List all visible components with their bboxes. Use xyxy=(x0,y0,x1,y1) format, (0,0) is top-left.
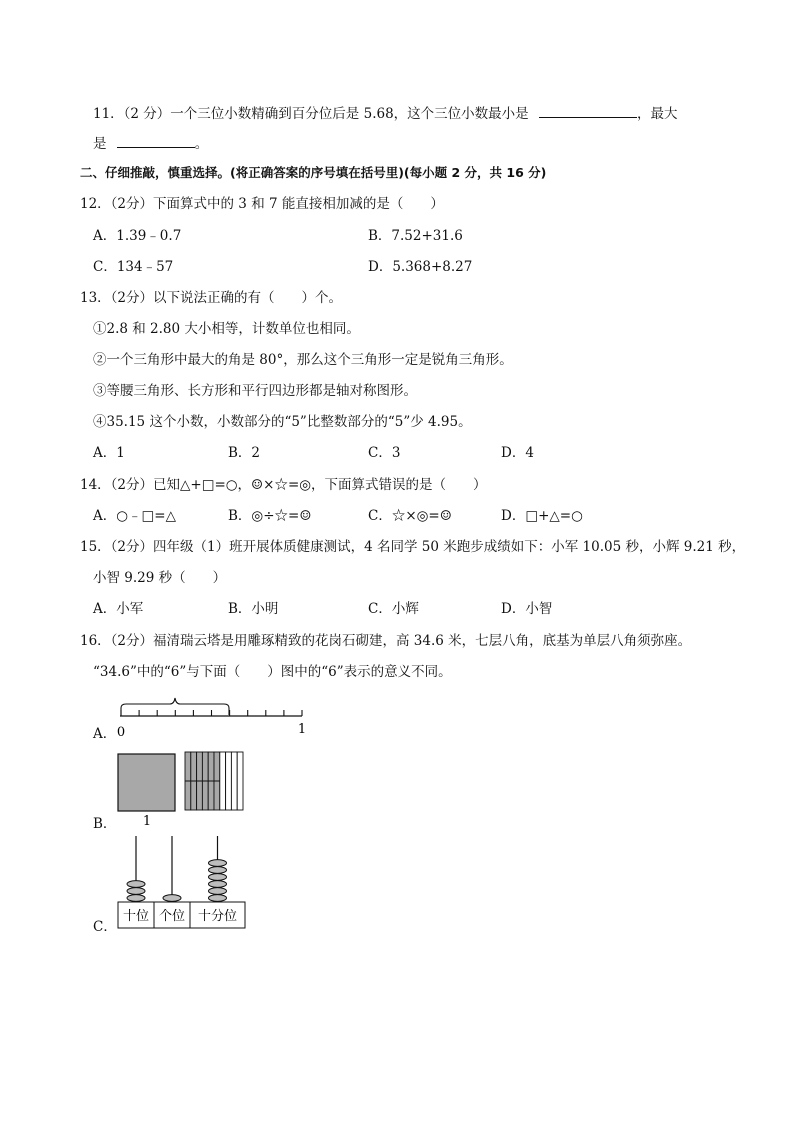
q15-option-b[interactable]: B．小明 xyxy=(228,601,279,617)
abacus-bead xyxy=(209,867,227,874)
abacus-place-label: 个位 xyxy=(158,909,186,924)
q15-option-a[interactable]: A．小军 xyxy=(93,601,144,617)
q11-separator: ，最大 xyxy=(636,106,678,122)
tenths-strips xyxy=(185,752,243,810)
abacus-bead xyxy=(163,895,181,902)
q14-option-c[interactable]: C．☆×◎=☺ xyxy=(368,508,452,524)
q12-option-c[interactable]: C．134﹣57 xyxy=(93,259,174,275)
unit-square-caption: 1 xyxy=(142,814,152,829)
tenth-strip xyxy=(226,752,232,810)
q11-answer-blank-max[interactable] xyxy=(117,134,195,148)
q12-stem: 12．（2分）下面算式中的 3 和 7 能直接相加减的是（ ） xyxy=(80,196,444,212)
q16-stem-line1: 16．（2分）福清瑞云塔是用雕琢精致的花岗石砌建，高 34.6 米，七层八角，底基为单层八角须弥座。 xyxy=(80,633,692,649)
q13-option-b[interactable]: B．2 xyxy=(228,445,261,461)
section-heading: 二、仔细推敲，慎重选择。(将正确答案的序号填在括号里)(每小题 2 分，共 16 分) xyxy=(80,165,547,180)
abacus-bead xyxy=(209,874,227,881)
q13-statement-1: ①2.8 和 2.80 大小相等，计数单位也相同。 xyxy=(93,321,360,337)
q15-option-c[interactable]: C．小辉 xyxy=(368,601,419,617)
abacus-bead xyxy=(209,860,227,867)
tenths-figure xyxy=(112,748,252,830)
q12-option-a[interactable]: A．1.39﹣0.7 xyxy=(93,228,182,244)
number-line-ticks xyxy=(121,710,302,716)
unit-square xyxy=(118,754,175,811)
abacus-columns xyxy=(118,836,245,928)
number-line-start-label: 0 xyxy=(116,725,126,740)
abacus-bead xyxy=(127,895,145,902)
q15-stem-line1: 15．（2分）四年级（1）班开展体质健康测试，4 名同学 50 米跑步成绩如下：小军 10.05 秒，小辉 9.21 秒， xyxy=(80,539,746,555)
q11-line2-text: 是 xyxy=(93,136,107,152)
abacus-bead xyxy=(209,888,227,895)
abacus-figure xyxy=(112,832,252,932)
number-line-figure xyxy=(112,692,322,740)
q12-option-b[interactable]: B．7.52+31.6 xyxy=(368,228,463,244)
q12-option-d[interactable]: D．5.368+8.27 xyxy=(368,259,473,275)
abacus-place-label: 十位 xyxy=(122,909,150,924)
q13-option-c[interactable]: C．3 xyxy=(368,445,401,461)
tenth-strip xyxy=(220,752,226,810)
q14-option-b[interactable]: B．◎÷☆=☺ xyxy=(228,508,312,524)
q16-option-c-label[interactable]: C． xyxy=(93,919,117,935)
number-line-end-label: 1 xyxy=(297,722,307,737)
abacus-place-label: 十分位 xyxy=(197,909,238,924)
abacus-bead xyxy=(209,895,227,902)
abacus-bead xyxy=(127,888,145,895)
q16-option-b-label[interactable]: B． xyxy=(93,816,117,832)
q14-stem: 14．（2分）已知△+□=○，☺×☆=◎，下面算式错误的是（ ） xyxy=(80,477,487,493)
q13-option-a[interactable]: A．1 xyxy=(93,445,125,461)
abacus-bead xyxy=(209,881,227,888)
q11-line1 xyxy=(93,104,677,122)
q13-statement-3: ③等腰三角形、长方形和平行四边形都是轴对称图形。 xyxy=(93,383,417,399)
q13-statement-2: ②一个三角形中最大的角是 80°，那么这个三角形一定是锐角三角形。 xyxy=(93,352,513,368)
q16-option-a-label[interactable]: A． xyxy=(93,726,117,742)
q11-answer-blank-min[interactable] xyxy=(539,104,637,118)
q13-statement-4: ④35.15 这个小数，小数部分的“5”比整数部分的“5”少 4.95。 xyxy=(93,414,472,430)
q14-option-a[interactable]: A．○﹣□=△ xyxy=(93,508,176,524)
tenth-strip xyxy=(231,752,237,810)
q14-option-d[interactable]: D．□+△=○ xyxy=(501,508,583,524)
tenth-strip xyxy=(237,752,243,810)
q11-line2 xyxy=(93,134,208,152)
q13-option-d[interactable]: D．4 xyxy=(501,445,534,461)
q11-end: 。 xyxy=(194,136,209,152)
q16-stem-line2: “34.6”中的“6”与下面（ ）图中的“6”表示的意义不同。 xyxy=(93,664,452,680)
q11-text: 11．（2 分）一个三位小数精确到百分位后是 5.68，这个三位小数最小是 xyxy=(93,106,529,122)
abacus-bead xyxy=(127,881,145,888)
q13-stem: 13．（2分）以下说法正确的有（ ）个。 xyxy=(80,290,343,306)
q15-option-d[interactable]: D．小智 xyxy=(501,601,553,617)
q15-stem-line2: 小智 9.29 秒（ ） xyxy=(93,570,227,586)
